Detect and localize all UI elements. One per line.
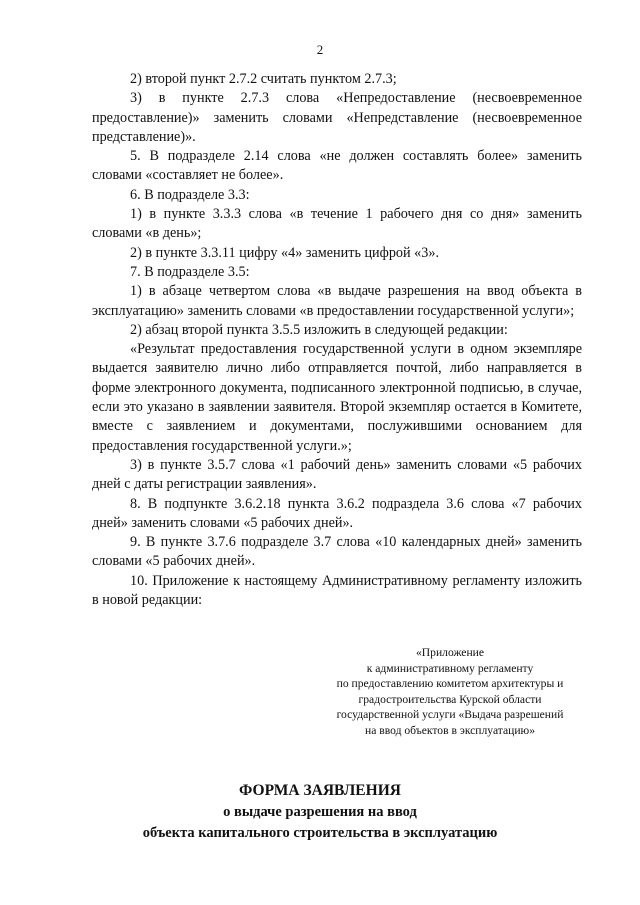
paragraph: 1) в пункте 3.3.3 слова «в течение 1 рабочего дня со дня» заменить словами «в день»; [92, 206, 582, 242]
paragraph: 1) в абзаце четвертом слова «в выдаче разрешения на ввод объекта в эксплуатацию» заменить словами «в предоставлении государственной услуги»; [92, 283, 582, 319]
page-number: 2 [316, 42, 324, 57]
appendix-line: на ввод объектов в эксплуатацию» [364, 723, 536, 737]
appendix-line: градостроительства Курской области [358, 692, 542, 706]
appendix-line: к административному регламенту [366, 661, 534, 675]
appendix-line: по предоставлению комитетом архитектуры и [336, 677, 564, 690]
paragraph: 5. В подразделе 2.14 слова «не должен составлять более» заменить словами «составляет не более». [92, 148, 582, 184]
paragraph: 2) второй пункт 2.7.2 считать пунктом 2.7.3; [130, 71, 397, 87]
appendix-line: «Приложение [415, 646, 485, 659]
appendix-line: государственной услуги «Выдача разрешений [336, 708, 564, 721]
form-title-subheading: о выдаче разрешения на ввод [223, 804, 417, 820]
paragraph: «Результат предоставления государственной услуги в одном экземпляре выдается заявителю лично либо отправляется почтой, либо направляется в форме электронного документа, подписанного электронной подписью, в случае, если это указано в заявлении заявителя. Второй экземпляр остается в Комитете, вместе с заявлением и документами, послужившими основанием для предоставления государственной услуги.»; [92, 341, 582, 454]
paragraph: 3) в пункте 3.5.7 слова «1 рабочий день» заменить словами «5 рабочих дней с даты регистрации заявления». [92, 456, 582, 493]
amendments-text [92, 70, 582, 610]
paragraph: 2) в пункте 3.3.11 цифру «4» заменить цифрой «3». [130, 244, 439, 261]
appendix-note [300, 645, 600, 738]
paragraph: 3) в пункте 2.7.3 слова «Непредоставление (несвоевременное предоставление)» заменить словами «Непредставление (несвоевременное представление)». [92, 90, 582, 145]
paragraph: 2) абзац второй пункта 3.5.5 изложить в следующей редакции: [130, 321, 508, 338]
paragraph: 10. Приложение к настоящему Административному регламенту изложить в новой редакции: [92, 572, 582, 609]
form-title-heading: ФОРМА ЗАЯВЛЕНИЯ [239, 782, 401, 799]
form-title [0, 780, 640, 844]
paragraph: 7. В подразделе 3.5: [130, 263, 250, 280]
paragraph: 6. В подразделе 3.3: [130, 186, 250, 203]
paragraph: 9. В пункте 3.7.6 подразделе 3.7 слова «10 календарных дней» заменить словами «5 рабочих дней». [92, 534, 582, 570]
form-title-subheading: объекта капитального строительства в эксплуатацию [142, 825, 498, 841]
paragraph: 8. В подпункте 3.6.2.18 пункта 3.6.2 подраздела 3.6 слова «7 рабочих дней» заменить словами «5 рабочих дней». [92, 495, 582, 531]
